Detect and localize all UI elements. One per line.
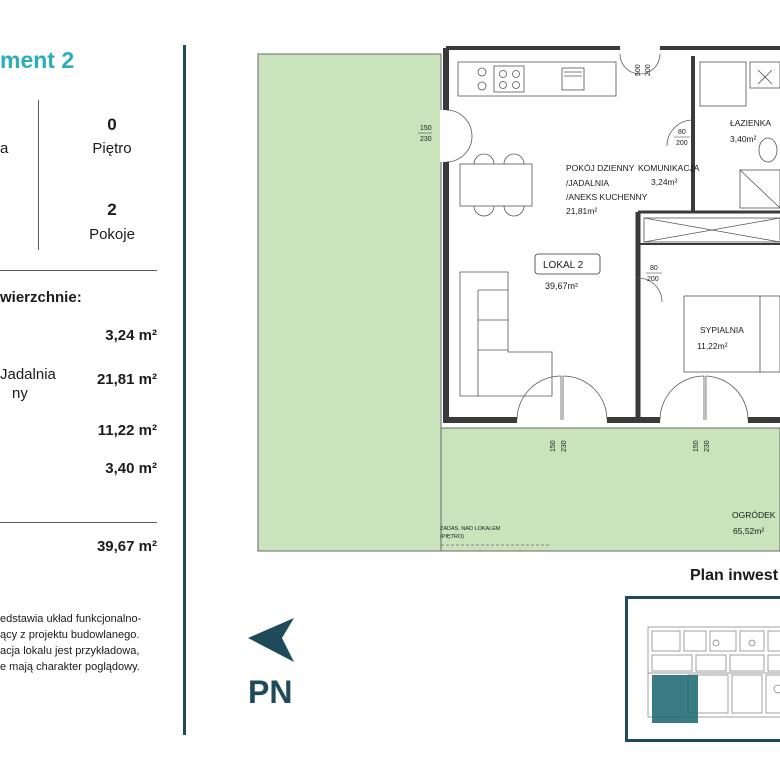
plan-note: (PIĘTRO) [440, 534, 465, 540]
svg-text:POKÓJ DZIENNY/JADALNIA/ANEKS K [566, 163, 648, 216]
svg-text:KOMUNIKACJA3,24m² [638, 163, 700, 187]
unit-area: 39,67m² [545, 281, 579, 291]
garden-west [258, 54, 441, 551]
unit-name: LOKAL 2 [543, 260, 584, 271]
apartment-title: ment 2 [0, 47, 75, 73]
area-row-value: 3,40 m² [105, 460, 157, 477]
plan-note: ZADAS. NAD LOKALEM [440, 526, 501, 532]
room-area-label: 3,40m² [730, 134, 757, 144]
rooms-label: Pokoje [89, 226, 135, 243]
svg-text:150: 150 [693, 440, 700, 452]
area-row-value: 11,22 m² [97, 422, 157, 439]
key-plan-drawing [628, 599, 780, 739]
room-label: KOMUNIKACJA [638, 163, 700, 173]
area-row-value: 3,24 m² [105, 327, 157, 344]
svg-text:230: 230 [704, 440, 711, 452]
room-label: ŁAZIENKA [730, 118, 772, 128]
svg-text:80: 80 [678, 129, 686, 136]
disclaimer-line: e mają charakter poglądowy. [0, 661, 140, 673]
disclaimer-line: edstawia układ funkcjonalno- [0, 613, 142, 625]
walls [446, 48, 780, 420]
dining-table [460, 154, 532, 216]
sofa [460, 272, 552, 396]
garden-south [441, 428, 780, 551]
svg-text:230: 230 [420, 136, 432, 143]
total-area-value: 39,67 m² [96, 538, 157, 555]
floor-value: 0 [107, 115, 117, 134]
stats-partial-label: a [0, 140, 9, 157]
room-area-label: 21,81m² [566, 206, 598, 216]
area-row-name-line: Jadalnia [0, 366, 56, 383]
room-label: OGRÓDEK [732, 510, 776, 520]
room-label: POKÓJ DZIENNY [566, 163, 635, 173]
room-label: /JADALNIA [566, 178, 609, 188]
area-row-name-line: ny [12, 385, 28, 402]
svg-text:ŁAZIENKA3,40m² [730, 118, 771, 144]
wardrobe [644, 218, 780, 242]
svg-text:150: 150 [550, 440, 557, 452]
svg-text:80: 80 [650, 265, 658, 272]
key-plan-title: Plan inwest [690, 567, 779, 584]
room-label: /ANEKS KUCHENNY [566, 192, 648, 202]
room-label: SYPIALNIA [700, 325, 744, 335]
svg-text:200: 200 [676, 140, 688, 147]
areas-section-title: wierzchnie: [0, 289, 82, 306]
disclaimer-line: ący z projektu budowlanego. [0, 629, 140, 641]
room-area-label: 11,22m² [697, 341, 728, 351]
key-plan-highlight [652, 675, 698, 723]
svg-text:200: 200 [647, 276, 659, 283]
north-label: PN [248, 674, 293, 710]
area-row-value: 21,81 m² [96, 371, 157, 388]
key-plan [625, 596, 780, 742]
svg-text:150: 150 [420, 125, 432, 132]
kitchen-counter [458, 62, 616, 96]
disclaimer-line: acja lokalu jest przykładowa, [0, 645, 140, 657]
floor-label: Piętro [92, 140, 132, 157]
rooms-value: 2 [107, 200, 117, 219]
north-arrow-icon [244, 616, 298, 666]
unit-label [535, 254, 600, 291]
svg-text:200: 200 [645, 64, 652, 76]
svg-text:SYPIALNIA11,22m² [697, 325, 744, 351]
room-area-label: 65,52m² [733, 526, 765, 536]
svg-text:500: 500 [635, 64, 642, 76]
svg-text:230: 230 [561, 440, 568, 452]
room-area-label: 3,24m² [651, 177, 678, 187]
